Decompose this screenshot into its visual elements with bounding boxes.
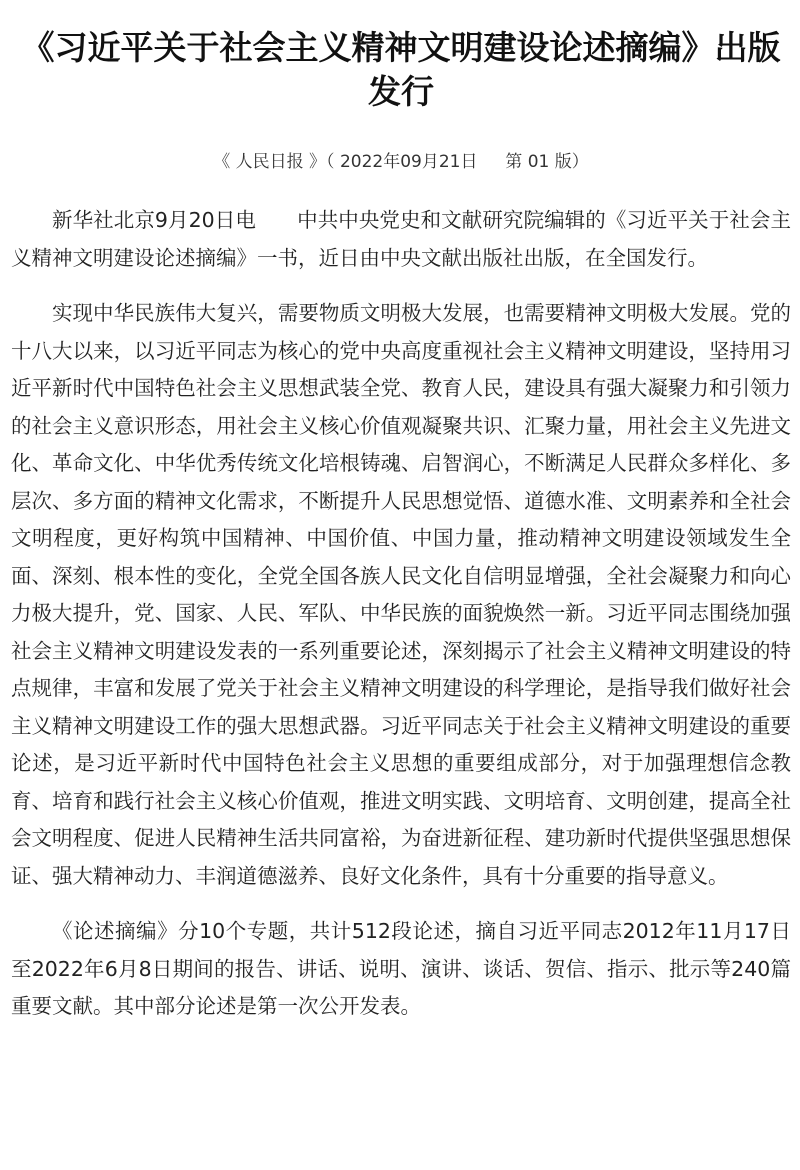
paragraph-contents: 《论述摘编》分10个专题，共计512段论述，摘自习近平同志2012年11月17日至2022年6月8日期间的报告、讲话、说明、演讲、谈话、贺信、指示、批示等240篇重要文献。其中部分论述是第一次公开发表。 [11, 919, 791, 1018]
article-body [11, 202, 791, 1026]
paragraph-main: 实现中华民族伟大复兴，需要物质文明极大发展，也需要精神文明极大发展。党的十八大以来，以习近平同志为核心的党中央高度重视社会主义精神文明建设，坚持用习近平新时代中国特色社会主义思想武装全党、教育人民，建设具有强大凝聚力和引领力的社会主义意识形态，用社会主义核心价值观凝聚共识、汇聚力量，用社会主义先进文化、革命文化、中华优秀传统文化培根铸魂、启智润心，不断满足人民群众多样化、多层次、多方面的精神文化需求，不断提升人民思想觉悟、道德水准、文明素养和全社会文明程度，更好构筑中国精神、中国价值、中国力量，推动精神文明建设领域发生全面、深刻、根本性的变化，全党全国各族人民文化自信明显增强，全社会凝聚力和向心力极大提升，党、国家、人民、军队、中华民族的面貌焕然一新。习近平同志围绕加强社会主义精神文明建设发表的一系列重要论述，深刻揭示了社会主义精神文明建设的特点规律，丰富和发展了党关于社会主义精神文明建设的科学理论，是指导我们做好社会主义精神文明建设工作的强大思想武器。习近平同志关于社会主义精神文明建设的重要论述，是习近平新时代中国特色社会主义思想的重要组成部分，对于加强理想信念教育、培育和践行社会主义核心价值观，推进文明实践、文明培育、文明创建，提高全社会文明程度、促进人民精神生活共同富裕，为奋进新征程、建功新时代提供坚强思想保证、强大精神动力、丰润道德滋养、良好文化条件，具有十分重要的指导意义。 [11, 301, 791, 888]
article-title: 《习近平关于社会主义精神文明建设论述摘编》出版发行 [21, 28, 781, 111]
paragraph-dateline: 新华社北京9月20日电 中共中央党史和文献研究院编辑的《习近平关于社会主义精神文明建设论述摘编》一书，近日由中央文献出版社出版，在全国发行。 [11, 208, 791, 270]
article [0, 26, 800, 1026]
source-line: 《 人民日报 》（ 2022年09月21日 第 01 版） [213, 152, 589, 172]
